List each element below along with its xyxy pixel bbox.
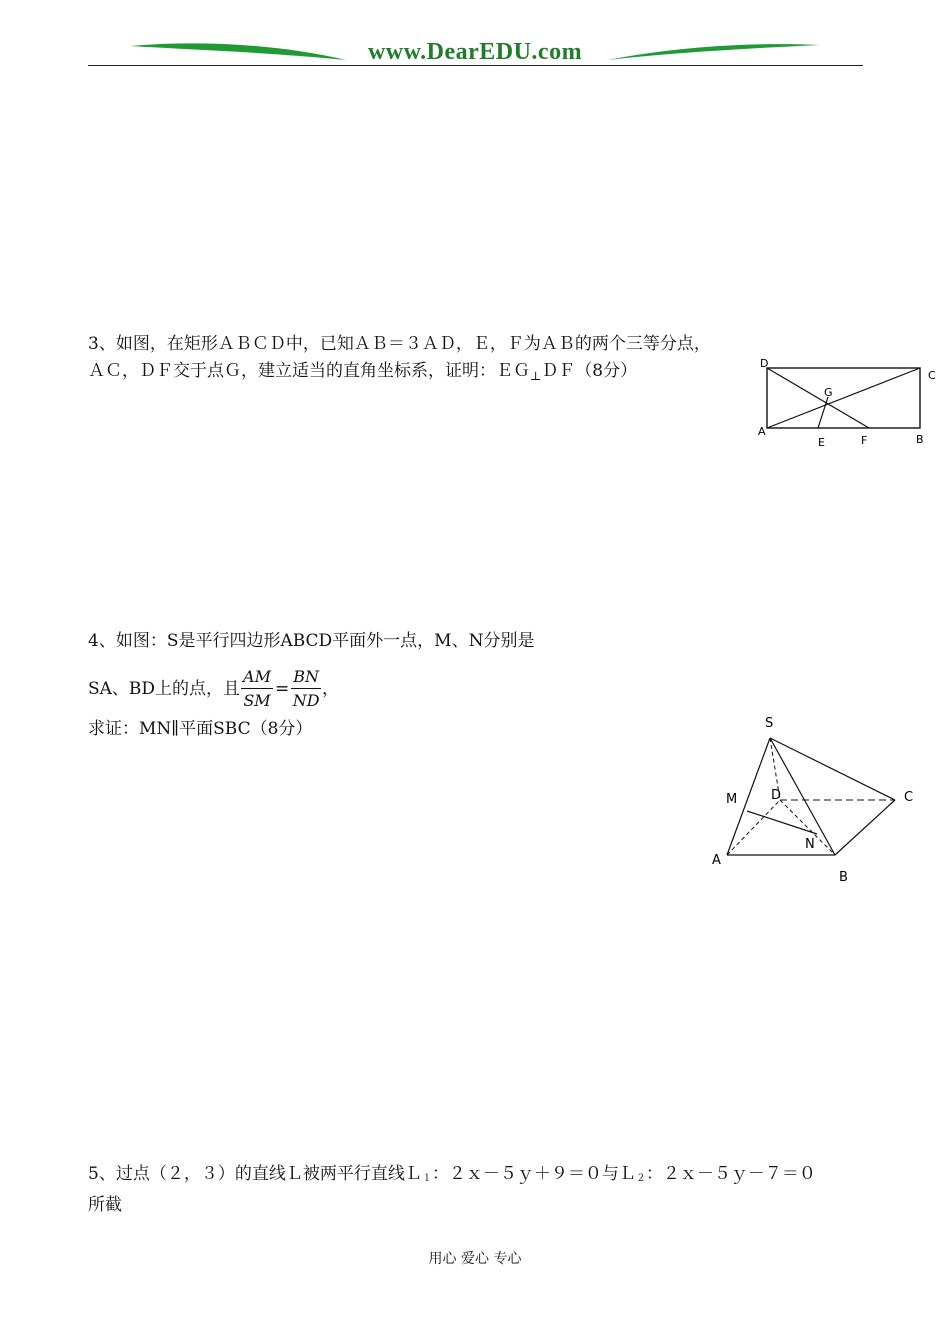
question-3-text: 3、如图，在矩形ＡＢＣＤ中，已知ＡＢ＝３ＡＤ，Ｅ，Ｆ为ＡＢ的两个三等分点，ＡＣ，ＤＦ交于点Ｇ，建立适当的直角坐标系，证明：ＥＧ bbox=[88, 334, 711, 381]
question-5 bbox=[88, 1161, 863, 1219]
left-swoosh-icon bbox=[130, 43, 346, 60]
label-b: B bbox=[916, 433, 924, 446]
question-4-line-1: 4、如图：S是平行四边形ABCD平面外一点，M、N分别是 bbox=[88, 631, 535, 651]
figure-pyramid bbox=[705, 708, 925, 888]
fraction-numerator: AM bbox=[241, 666, 273, 689]
page-footer: 用心 爱心 专心 bbox=[428, 1251, 522, 1267]
question-4-line-3: 求证：MN∥平面SBC（8分） bbox=[88, 719, 313, 739]
question-5-text-mid: ：２ｘ－５ｙ＋９＝０与Ｌ bbox=[431, 1164, 636, 1184]
label-c: C bbox=[904, 790, 914, 805]
label-m: M bbox=[726, 792, 738, 807]
label-e: E bbox=[818, 436, 825, 449]
fraction-am-sm bbox=[241, 666, 273, 713]
comma: ， bbox=[322, 679, 339, 699]
segment-eg bbox=[818, 397, 828, 428]
label-a: A bbox=[712, 853, 721, 868]
perpendicular-symbol: ⊥ bbox=[530, 369, 542, 383]
edge-sc bbox=[770, 738, 895, 800]
question-4-line-2 bbox=[88, 666, 648, 716]
question-4 bbox=[88, 628, 648, 754]
question-5-line-2: 所截 bbox=[88, 1195, 122, 1215]
segment-df bbox=[767, 368, 869, 428]
label-g: G bbox=[824, 386, 833, 399]
right-swoosh-icon bbox=[608, 44, 820, 60]
label-n: N bbox=[805, 837, 815, 852]
edge-ad bbox=[727, 800, 780, 855]
edge-bc bbox=[835, 800, 895, 855]
fraction-bn-nd bbox=[291, 666, 321, 713]
fraction-denominator: ND bbox=[292, 691, 320, 710]
label-d: D bbox=[771, 788, 782, 803]
question-5-text-end: ：２ｘ－５ｙ－７＝０ bbox=[645, 1164, 816, 1184]
question-5-text: 5、过点（２，３）的直线Ｌ被两平行直线Ｌ bbox=[88, 1164, 422, 1184]
label-a: A bbox=[758, 425, 766, 438]
label-f: F bbox=[861, 434, 868, 447]
fraction-numerator: BN bbox=[291, 666, 321, 689]
segment-mn bbox=[747, 811, 817, 834]
subscript-1: １ bbox=[421, 1173, 432, 1184]
question-3 bbox=[88, 331, 720, 390]
figure-rectangle bbox=[755, 352, 945, 452]
label-b: B bbox=[839, 870, 848, 885]
question-4-given: SA、BD上的点，且 bbox=[88, 679, 241, 699]
label-d: D bbox=[760, 357, 769, 370]
label-s: S bbox=[765, 716, 774, 731]
equals-sign: = bbox=[274, 679, 290, 699]
header-divider bbox=[88, 65, 863, 66]
diagonal-ac bbox=[767, 368, 920, 428]
question-3-text-end: ＤＦ（8分） bbox=[541, 361, 638, 381]
site-logo: www.DearEDU.com bbox=[367, 39, 583, 65]
label-c: C bbox=[928, 369, 936, 382]
subscript-2: ２ bbox=[635, 1173, 646, 1184]
fraction-denominator: SM bbox=[243, 691, 271, 710]
